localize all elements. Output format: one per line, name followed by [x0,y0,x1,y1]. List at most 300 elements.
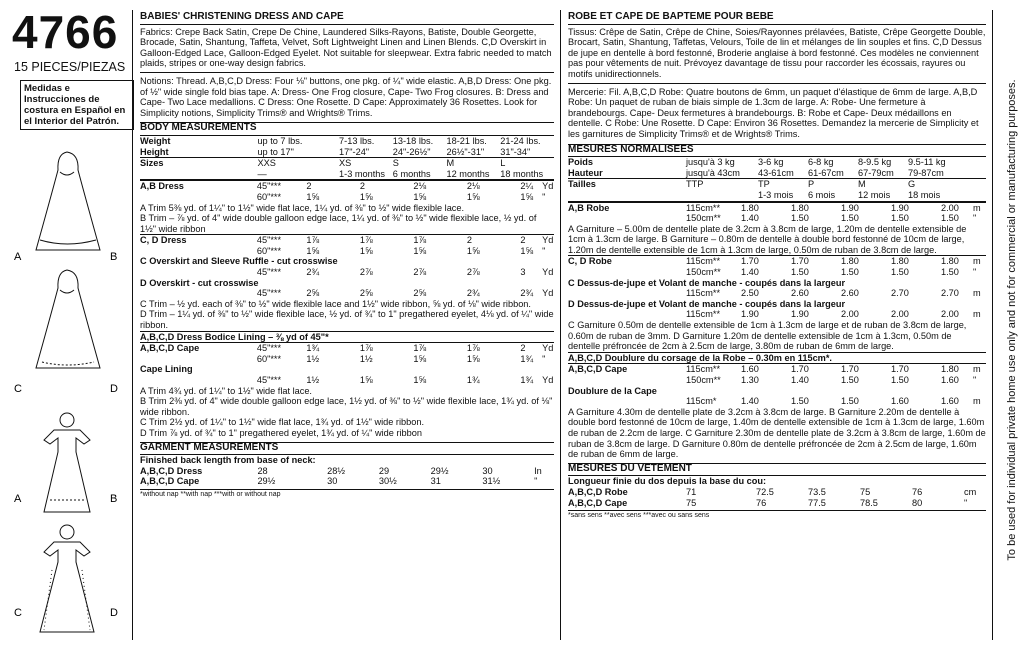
fabrics-text: Fabrics: Crepe Back Satin, Crepe De Chine, Laundered Silks-Rayons, Batiste, Double Georgette, Brocade, Satin, Shantung, Taffeta, Velvet, Soft Lightweight Linen and Linen Blends. C,D Overskirt in Galloon-Edged Lace, Galloon-Edged Eyelet. Not suitable for sleepwear. Extra fabric needed to match plaids, stripes or one-way design fabrics. [140,26,552,69]
table-cell: jusqu'à 43cm [686,167,740,178]
table-cell: 1.80 [791,202,809,213]
table-cell: Hauteur [568,167,603,178]
table-cell: 43-61cm [758,167,794,178]
table-cell: 2.50 [741,288,759,299]
french-column [568,12,986,522]
table-row [568,202,986,214]
table-row [568,375,986,386]
table-cell [568,190,686,201]
trim-note: A Trim 5⅜ yd. of 1¼" to 1½" wide flat lace, 1¼ yd. of ⅜" to ½" wide flexible lace. [140,202,465,213]
usage-disclaimer: To be used for individual private home use only and not for commercial or manufacturing purposes. [1006,79,1018,561]
footnote: *without nap **with nap ***with or without nap [140,489,554,501]
table-row [568,487,986,498]
english-garment-table [140,466,554,487]
table-cell: 75 [686,497,697,508]
table-cell: 21-24 lbs. [500,135,541,146]
trim-note: C Overskirt and Sleeve Ruffle - cut crosswise [140,256,338,267]
table-cell: 71 [686,486,697,497]
table-cell: 1.50 [891,213,909,224]
trim-note: C Garniture 0.50m de dentelle extensible de 1cm à 1.3cm de large et de ruban de 3.8cm de large, 0.60m de ruban de 3mm. D Garniture 1.20m de dentelle extensible de 1cm à 1.3cm, 0.50m de dentelle préfroncée de 2cm à 2.5cm de large, 3.80m de ruban de 6mm de large. [568,320,967,352]
figure-label: C [14,607,22,619]
figure-label: A [14,251,22,263]
table-row [140,234,554,246]
table-cell: 1.90 [741,309,759,320]
english-column [140,12,554,501]
table-cell: 1.60 [941,375,959,385]
table-cell: 115cm** [686,288,721,299]
table-cell: 1.50 [841,396,859,407]
table-cell [140,192,257,203]
table-cell: m [973,202,981,213]
table-cell: P [808,179,815,190]
table-cell: 29½ [257,476,276,487]
table-cell: 2.00 [941,309,959,320]
table-cell: A,B Dress [140,181,184,192]
spanish-note: Medidas e Instrucciones de costura en Español en el Interior del Patrón. [20,80,134,130]
table-cell: m [973,256,981,267]
table-cell: 9.5-11 kg [908,157,946,168]
table-row [140,342,554,354]
table-cell: TP [758,179,770,190]
table-cell: L [500,158,506,169]
table-cell: 1.80 [841,256,859,267]
table-cell: 2¾ [466,288,480,299]
mesures-title: MESURES NORMALISEES [568,144,986,158]
table-cell: A,B,C,D Cape [140,476,200,487]
table-cell: 18 months [500,168,544,179]
table-cell [568,309,686,320]
table-cell [140,288,257,299]
table-cell: 1-3 mois [758,189,794,200]
table-cell: 28 [257,465,268,476]
table-cell: 1.40 [741,267,759,278]
table-cell: 45"*** [256,375,282,385]
table-cell: TTP [686,179,704,190]
table-cell: 1⅝ [413,191,427,202]
table-cell: 76 [912,486,923,497]
table-cell: 1.50 [941,267,959,278]
table-cell: 1.40 [791,375,809,385]
table-row [140,180,554,192]
trim-note: A,B,C,D Dress Bodice Lining – ⅜ yd of 45"* [140,331,554,343]
trim-note: B Trim – ⅞ yd. of 4" wide double galloon edge lace, 1¼ yd. of ⅜" to ½" wide flexible lace, ½ yd. of 1½" wide ribbon [140,213,537,234]
table-cell: " [964,497,968,508]
table-cell: 45"*** [256,267,282,278]
table-cell [568,267,686,278]
table-cell [140,246,257,257]
trim-note: A Garniture 4.30m de dentelle plate de 3.2cm à 3.8cm de large. B Garniture 2.20m de dentelle à double bord festonné de 10cm de large, 1.40m de dentelle extensible de 1cm à 1.3cm de large, 1.60m de ruban de 2.2cm de large. C Garniture 2.30m de dentelle plate de 3.2cm à 3.8cm de large, 1.60m de ruban de 3.8cm de large. D Garniture 0.80m de dentelle préfroncée de 2cm à 2.5cm de large, 1.60m de ruban de 6mm de large. [568,406,986,460]
table-cell: C, D Dress [140,235,187,246]
table-cell: Yd [542,235,554,246]
table-cell: 18-21 lbs. [446,135,487,146]
table-cell: Weight [140,135,171,146]
table-cell: Yd [542,375,554,385]
table-cell: 150cm** [686,375,721,385]
table-cell: 1.50 [841,213,859,224]
table-cell: 1⅝ [520,191,534,202]
table-cell: 31"-34" [500,146,531,157]
table-cell: 1.50 [891,375,909,385]
table-cell: 2⅝ [413,288,427,299]
table-cell: " [973,267,977,278]
table-cell: 2⅝ [306,288,320,299]
pattern-number: 4766 [12,6,119,58]
table-cell [140,354,257,365]
column-divider [132,10,133,640]
table-cell: Yd [542,181,554,192]
trim-note: B Trim 2⅜ yd. of 4" wide double galloon edge lace, 1½ yd. of ⅜" to ½" wide flexible lace, 1¾ yd. of ⅛" wide ribbon. [140,396,553,417]
table-cell: 1¾ [520,375,534,385]
table-row [568,157,986,168]
table-cell [140,169,257,180]
figure-cape-ab [36,152,100,250]
table-cell: 45"*** [256,343,282,354]
column-divider [992,10,993,640]
table-cell: 1.40 [741,213,759,224]
table-cell: 1.80 [891,256,909,267]
trim-note: D Trim ⅞ yd. of ¾" to 1" pregathered eyelet, 1¾ yd. of ¼" wide ribbon [140,427,422,438]
table-cell: 1½ [359,353,373,364]
table-cell: 1⅝ [306,245,320,256]
figure-dress-cd [40,525,94,632]
trim-note: C Trim 2½ yd. of 1¼" to 1½" wide flat lace, 1¾ yd. of 1½" wide ribbon. [140,417,425,428]
table-cell: 1.70 [891,364,909,375]
table-row [568,190,986,202]
table-cell: 18 mois [908,189,941,200]
table-cell: 1.50 [941,213,959,224]
table-cell: 24"-26½" [392,146,431,157]
table-cell: 2⅞ [359,267,373,278]
table-cell: 7-13 lbs. [339,135,375,146]
table-cell: 2.70 [891,288,909,299]
table-cell: " [973,213,977,224]
figure-cape-cd [36,270,100,368]
table-row [568,255,986,267]
table-cell: up to 17" [257,146,294,157]
figure-label: A [14,493,22,505]
table-cell: " [973,375,977,385]
mesures-vetement-title: MESURES DU VETEMENT [568,463,986,477]
table-cell: jusqu'à 3 kg [686,157,735,168]
table-cell: 45"*** [256,181,282,192]
table-row [140,476,554,487]
table-cell: 2 [359,181,365,192]
table-row [568,363,986,375]
table-cell: 1⅝ [413,375,427,385]
french-title: ROBE ET CAPE DE BAPTEME POUR BEBE [568,12,986,25]
table-cell: " [542,353,546,364]
table-row [140,157,554,169]
table-cell: 12 mois [858,189,891,200]
table-cell: 60"*** [256,191,282,202]
table-cell: 6-8 kg [808,157,834,168]
table-cell: 2¼ [520,181,534,192]
table-cell: 3 [520,267,526,278]
english-title: BABIES' CHRISTENING DRESS AND CAPE [140,12,554,25]
table-cell: 61-67cm [808,167,844,178]
table-cell: 2⅛ [413,181,427,192]
table-row [568,309,986,320]
table-cell: 67-79cm [858,167,894,178]
table-cell: 45"*** [256,235,282,246]
table-cell [568,375,686,386]
table-cell: Yd [542,343,554,354]
table-cell [686,190,758,201]
table-cell: 12 months [446,168,490,179]
table-cell: 45"*** [256,288,282,299]
french-yardage-table [568,157,986,460]
table-cell: 1⅞ [306,235,320,246]
table-cell: 1.50 [791,396,809,407]
table-row [568,168,986,179]
trim-note: A,B,C,D Doublure du corsage de la Robe – 0.30m en 115cm*. [568,352,986,364]
table-cell: 1.40 [741,396,759,407]
table-cell: Height [140,146,169,157]
table-cell: " [542,245,546,256]
table-cell: 28½ [327,465,345,476]
table-cell: 1.50 [841,267,859,278]
table-cell: 1¾ [520,353,534,364]
trim-note: Cape Lining [140,364,193,375]
table-cell: 2.00 [891,309,909,320]
table-cell: 1.70 [791,364,809,375]
table-cell: " [542,191,546,202]
table-cell: 31½ [482,476,501,487]
table-cell [568,396,686,407]
table-cell: Yd [542,288,554,299]
table-cell: 1⅝ [359,375,373,385]
table-cell: 2⅝ [359,288,373,299]
table-cell: 2¾ [520,288,534,299]
table-cell [140,267,257,278]
table-cell: 1⅝ [413,245,427,256]
figure-label: B [110,493,118,505]
table-cell: 1¾ [306,343,320,354]
table-cell: Yd [542,267,554,278]
table-cell: 79-87cm [908,167,944,178]
table-cell: 2.60 [841,288,859,299]
table-cell: 8-9.5 kg [858,157,892,168]
trim-note: C Dessus-de-jupe et Volant de manche - coupés dans la largeur [568,277,846,288]
garment-measurements-title: GARMENT MEASUREMENTS [140,442,554,456]
table-cell: 17"-24" [339,146,370,157]
table-cell: 31 [430,476,441,487]
table-cell: 115cm** [686,364,721,375]
trim-note: A Trim 4¾ yd. of 1¼" to 1½" wide flat lace. [140,385,312,396]
figure-label: B [110,251,118,263]
table-cell: 1⅝ [359,245,373,256]
table-row [140,375,554,386]
table-row [140,267,554,278]
table-cell: 1.50 [791,267,809,278]
table-row [140,288,554,299]
table-cell: 2 [520,343,526,354]
table-cell: 1.90 [841,202,859,213]
table-cell: 77.5 [808,497,826,508]
garment-illustrations [10,140,125,640]
table-cell: 76 [756,497,767,508]
table-cell: 2.70 [941,288,959,299]
table-row [568,178,986,190]
table-cell: 1.90 [891,202,909,213]
table-row [568,396,986,407]
table-cell: m [973,396,981,407]
table-cell: — [257,168,267,179]
table-cell: 26½"-31" [446,146,485,157]
table-cell: XS [339,158,352,169]
table-cell: C, D Robe [568,256,612,267]
table-cell: 1½ [306,375,320,385]
table-cell: G [908,179,916,190]
table-cell: Tailles [568,179,596,190]
table-cell: 2 [306,181,312,192]
table-cell: up to 7 lbs. [257,135,303,146]
trim-note: A Garniture – 5.00m de dentelle plate de 3.2cm à 3.8cm de large, 1.20m de dentelle extensible de 1cm à 1.3cm de large. B Garniture – 0.80m de dentelle à double bord festonné de 10cm de large, 1.20m de dentelle extensible de 1cm à 1.3cm de large, 0.50m de ruban de 3.8cm de large. [568,223,967,255]
body-measurements-title: BODY MEASUREMENTS [140,122,554,136]
garment-subtitle: Finished back length from base of neck: [140,455,316,466]
table-row [568,213,986,224]
table-cell: 80 [912,497,923,508]
trim-note: D Trim – 1¼ yd. of ⅜" to ½" wide flexible lace, ½ yd. of ¾" to 1" pregathered eyelet, 4⅛ yd. of ¼" wide ribbon. [140,309,554,331]
table-cell [568,213,686,224]
table-cell: 1-3 months [339,168,386,179]
table-cell: 30 [482,465,493,476]
table-cell: In [534,465,542,476]
table-cell: 150cm** [686,213,721,224]
figure-label: D [110,383,118,395]
table-row [568,498,986,509]
table-cell: 1.60 [941,396,959,407]
table-cell: 1.60 [891,396,909,407]
table-cell: 1.90 [791,309,809,320]
table-cell: 115cm** [686,256,721,267]
table-cell: 2¾ [306,267,320,278]
table-cell: 30 [327,476,338,487]
table-cell: 2.00 [841,309,859,320]
table-row [140,354,554,365]
table-cell: 1⅝ [520,245,534,256]
table-cell: 30½ [378,476,397,487]
table-cell: 1⅞ [359,235,373,246]
table-cell: 2⅛ [466,181,480,192]
table-cell: M [858,179,866,190]
table-row [140,246,554,257]
table-cell: Poids [568,157,594,168]
table-cell: m [973,309,981,320]
table-row [140,466,554,477]
table-cell: 1.70 [741,256,759,267]
table-cell: Sizes [140,158,164,169]
table-cell: M [446,158,455,169]
table-cell: cm [964,486,977,497]
trim-note: D Overskirt - cut crosswise [140,277,259,288]
column-divider [560,10,561,640]
table-cell: 78.5 [860,497,878,508]
mercerie-text: Mercerie: Fil. A,B,C,D Robe: Quatre boutons de 6mm, un paquet d'élastique de 6mm de large. A,B,D Robe: Un paquet de ruban de biais simple de 1.3cm de large. A: Robe- Une fermeture à brandebourgs. Cape- Deux fermetures à brandebourgs. B: Robe et Cape- Deux médaillons en dentelle. C Robe: Une Rosette. D Cape: Environ 36 Rosettes. Demandez la mercerie de Simplicity et les garnitures de Simplicity Trims® et de Wrights® Trims. [568,86,979,139]
table-cell: 1.50 [841,375,859,385]
table-cell: 2⅞ [413,267,427,278]
table-cell: 1.70 [791,256,809,267]
table-cell: 29 [378,465,390,476]
table-cell: 1⅝ [413,353,427,364]
trim-note: C Trim – ½ yd. each of ⅜" to ½" wide flexible lace and 1½" wide ribbon, ⅝ yd. of ⅛" wide ribbon. [140,298,531,309]
table-cell: 1.50 [791,213,809,224]
table-cell: 75 [860,486,871,497]
pieces-count: 15 PIECES/PIEZAS [14,60,126,74]
trim-note: Doublure de la Cape [568,385,657,396]
table-cell: 73.5 [808,486,826,497]
table-cell: 115cm* [686,396,717,407]
table-cell: 72.5 [756,486,774,497]
table-cell: 1.70 [841,364,859,375]
table-cell: 29½ [430,465,449,476]
table-cell: 115cm** [686,309,721,320]
table-row [568,267,986,278]
table-cell: 6 mois [808,189,836,200]
table-cell [140,375,257,386]
table-cell: 2⅞ [466,267,480,278]
table-row [140,136,554,147]
table-cell: 1⅝ [466,191,480,202]
table-cell: 1⅝ [359,191,373,202]
table-cell: 1.50 [891,267,909,278]
table-cell: 1⅞ [413,343,427,354]
french-garment-table [568,487,986,508]
table-cell: A,B Robe [568,202,610,213]
table-cell: 13-18 lbs. [392,135,434,146]
table-cell: m [973,288,981,299]
table-cell: 1⅝ [466,353,480,364]
table-cell: 115cm** [686,202,721,213]
figure-label: C [14,383,22,395]
trim-note: D Dessus-de-jupe et Volant de manche - coupés dans la largeur [568,298,846,309]
table-cell: 1.60 [741,364,759,375]
table-cell [568,288,686,299]
table-cell: 1⅞ [466,343,480,354]
table-cell: 2 [466,235,472,246]
table-cell: 1.80 [941,256,959,267]
garment-subtitle-fr: Longueur finie du dos depuis la base du cou: [568,476,767,487]
table-cell: 6 months [392,168,431,179]
table-cell: 150cm** [686,267,721,278]
table-cell: 60"*** [256,353,282,364]
table-cell: 2.60 [791,288,809,299]
figure-dress-ab [44,413,90,512]
table-cell: 1.80 [941,364,959,375]
table-cell: 1⅝ [306,191,320,202]
table-cell: " [534,476,538,487]
table-cell: 3-6 kg [758,157,784,168]
figure-label: D [110,607,118,619]
table-row [568,288,986,299]
english-yardage-table [140,136,554,439]
table-cell: 1⅞ [359,343,373,354]
table-cell: 2.00 [941,202,959,213]
footnote-fr: *sans sens **avec sens ***avec ou sans sens [568,510,986,522]
notions-text: Notions: Thread. A,B,C,D Dress: Four ⅛" buttons, one pkg. of ¼" wide elastic. A,B,D Dress: One pkg. of ½" wide single fold bias tape. A: Dress- One Frog closure, Cape- Two Frog closures. B: Dress and Cape- Two Lace medallions. C Dress: One Rosette. D Cape: Approximately 36 Rosettes. Look for Simplicity notions, Simplicity Trims® and Wrights® Trims. [140,75,552,118]
table-cell: 1.30 [741,375,759,385]
table-cell: S [392,158,399,169]
table-cell: m [973,364,981,375]
table-cell: 2 [520,235,526,246]
table-cell: XXS [257,158,276,169]
table-cell: 1½ [306,353,320,364]
table-cell: 1.80 [741,202,759,213]
table-cell: 1⅝ [466,245,480,256]
table-row [140,169,554,181]
table-cell: A,B,C,D Robe [568,486,628,497]
table-row [140,147,554,158]
